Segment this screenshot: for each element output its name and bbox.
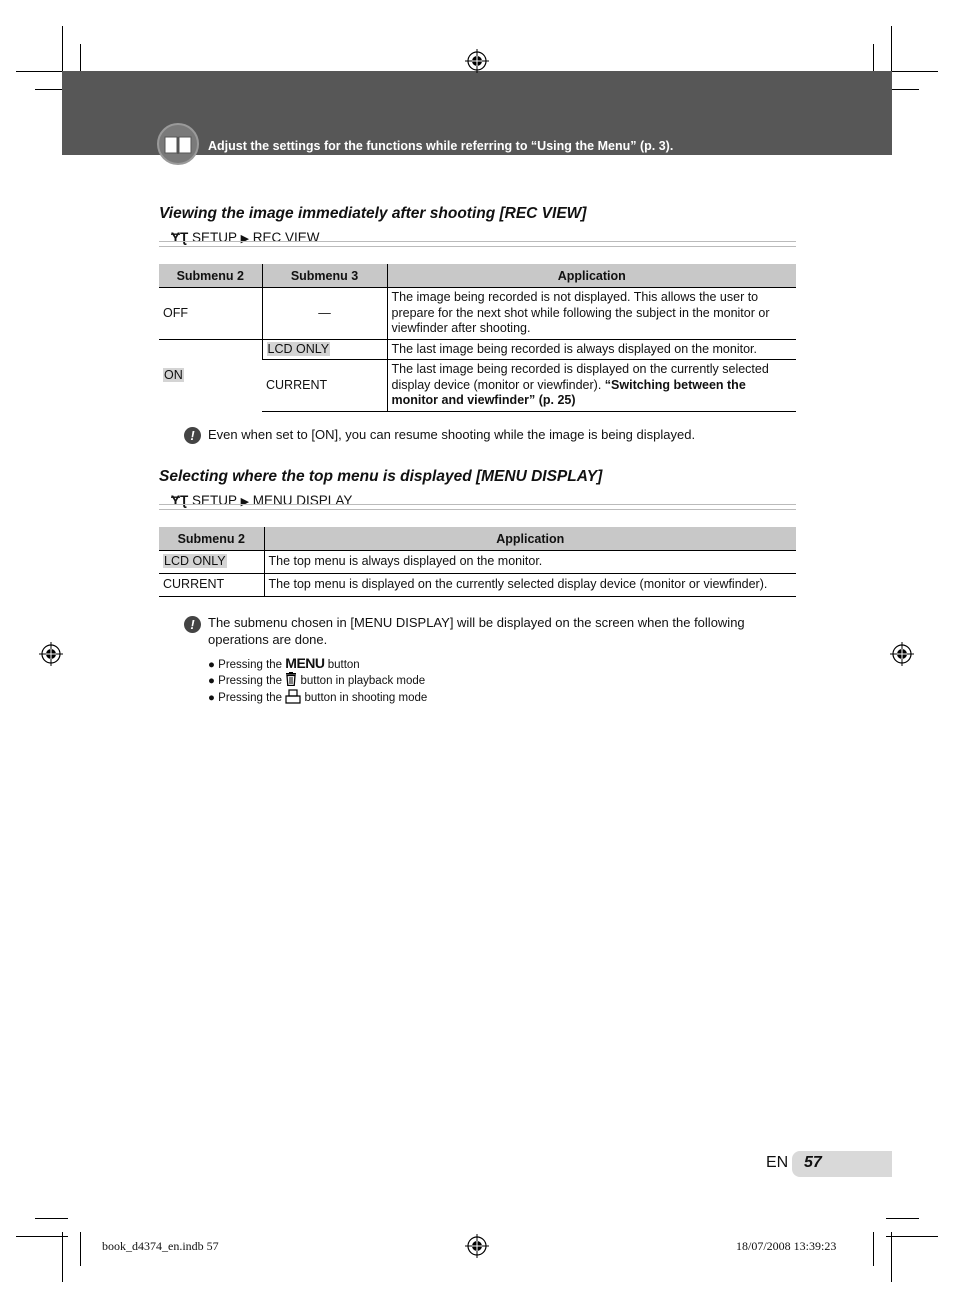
list-item [208, 655, 360, 671]
rec-view-table [159, 264, 796, 412]
table-header: Submenu 2 [159, 264, 262, 288]
footer-datetime: 18/07/2008 13:39:23 [736, 1239, 837, 1253]
crop-mark [886, 1218, 919, 1219]
table-cell: — [262, 288, 387, 340]
crop-mark [891, 1232, 892, 1282]
option-lcd-only: LCD ONLY [267, 341, 330, 356]
table-cell [262, 339, 387, 360]
option-on: ON [164, 367, 183, 382]
menu-display-table [159, 527, 796, 597]
bullet-icon: ● [208, 675, 215, 687]
path-setup-label: SETUP [192, 230, 237, 245]
cross-reference: “Switching between the monitor and viewfinder” (p. 25) [391, 377, 746, 407]
table-cell-text: The last image being recorded is displayed on the currently selected display device (monitor or viewfinder). [391, 362, 769, 392]
table-cell: The top menu is displayed on the currently selected display device (monitor or viewfinder). [264, 574, 796, 597]
crop-mark [886, 71, 938, 72]
book-icon [157, 123, 199, 165]
setup-icon: ɎƮ [171, 230, 189, 245]
list-item-text: button in shooting mode [304, 692, 428, 704]
section-title-menu-display: Selecting where the top menu is displayed [MENU DISPLAY] [159, 468, 603, 485]
list-item-text: button [327, 659, 360, 671]
bullet-icon: ● [208, 659, 215, 671]
option-lcd-only: LCD ONLY [164, 554, 226, 569]
print-share-icon [285, 689, 301, 704]
crop-mark [886, 1236, 938, 1237]
table-cell: The image being recorded is not displayed. This allows the user to prepare for the next shot while following the subject in the monitor or viewfinder after shooting. [387, 288, 796, 340]
note-text: Even when set to [ON], you can resume shooting while the image is being displayed. [208, 427, 696, 442]
registration-mark-icon [465, 49, 489, 73]
table-cell: CURRENT [159, 574, 264, 597]
table-header: Submenu 3 [262, 264, 387, 288]
registration-mark-icon [890, 642, 914, 666]
table-header: Submenu 2 [159, 527, 264, 551]
list-item [208, 672, 425, 687]
crop-mark [16, 1236, 68, 1237]
list-item-text: Pressing the [218, 659, 283, 671]
table-header: Application [387, 264, 796, 288]
bullet-icon: ● [208, 692, 215, 704]
registration-mark-icon [465, 1234, 489, 1258]
caution-icon: ! [184, 427, 201, 444]
table-cell: The last image being recorded is always displayed on the monitor. [387, 339, 796, 360]
setup-icon: ɎƮ [171, 493, 189, 508]
registration-mark-icon [39, 642, 63, 666]
path-target-label: MENU DISPLAY [252, 493, 353, 508]
arrow-right-icon: ▶ [240, 233, 250, 245]
section-title-rec-view: Viewing the image immediately after shooting [REC VIEW] [159, 205, 587, 222]
header-instruction: Adjust the settings for the functions while referring to “Using the Menu” (p. 3). [208, 139, 674, 153]
crop-mark [35, 1218, 68, 1219]
divider [159, 504, 796, 510]
table-cell [387, 360, 796, 412]
table-cell [159, 551, 264, 574]
note-text: The submenu chosen in [MENU DISPLAY] will be displayed on the screen when the following operations are done. [208, 615, 745, 647]
table-cell [159, 339, 262, 411]
crop-mark [80, 1232, 81, 1266]
list-item-text: Pressing the [218, 692, 283, 704]
crop-mark [16, 71, 68, 72]
menu-button-icon: MENU [285, 655, 325, 671]
path-setup-label: SETUP [192, 493, 237, 508]
page-number: 57 [804, 1154, 822, 1171]
arrow-right-icon: ▶ [240, 496, 250, 508]
path-target-label: REC VIEW [252, 230, 320, 245]
table-header: Application [264, 527, 796, 551]
list-item-text: Pressing the [218, 675, 283, 687]
caution-icon: ! [184, 616, 201, 633]
table-cell: The top menu is always displayed on the monitor. [264, 551, 796, 574]
crop-mark [873, 1232, 874, 1266]
divider [159, 241, 796, 247]
trash-icon [285, 672, 297, 686]
crop-mark [62, 1232, 63, 1282]
language-label: EN [766, 1154, 789, 1171]
list-item-text: button in playback mode [300, 675, 426, 687]
footer-filename: book_d4374_en.indb 57 [102, 1239, 219, 1253]
table-cell: OFF [159, 288, 262, 340]
list-item [208, 689, 427, 704]
table-cell: CURRENT [262, 360, 387, 412]
